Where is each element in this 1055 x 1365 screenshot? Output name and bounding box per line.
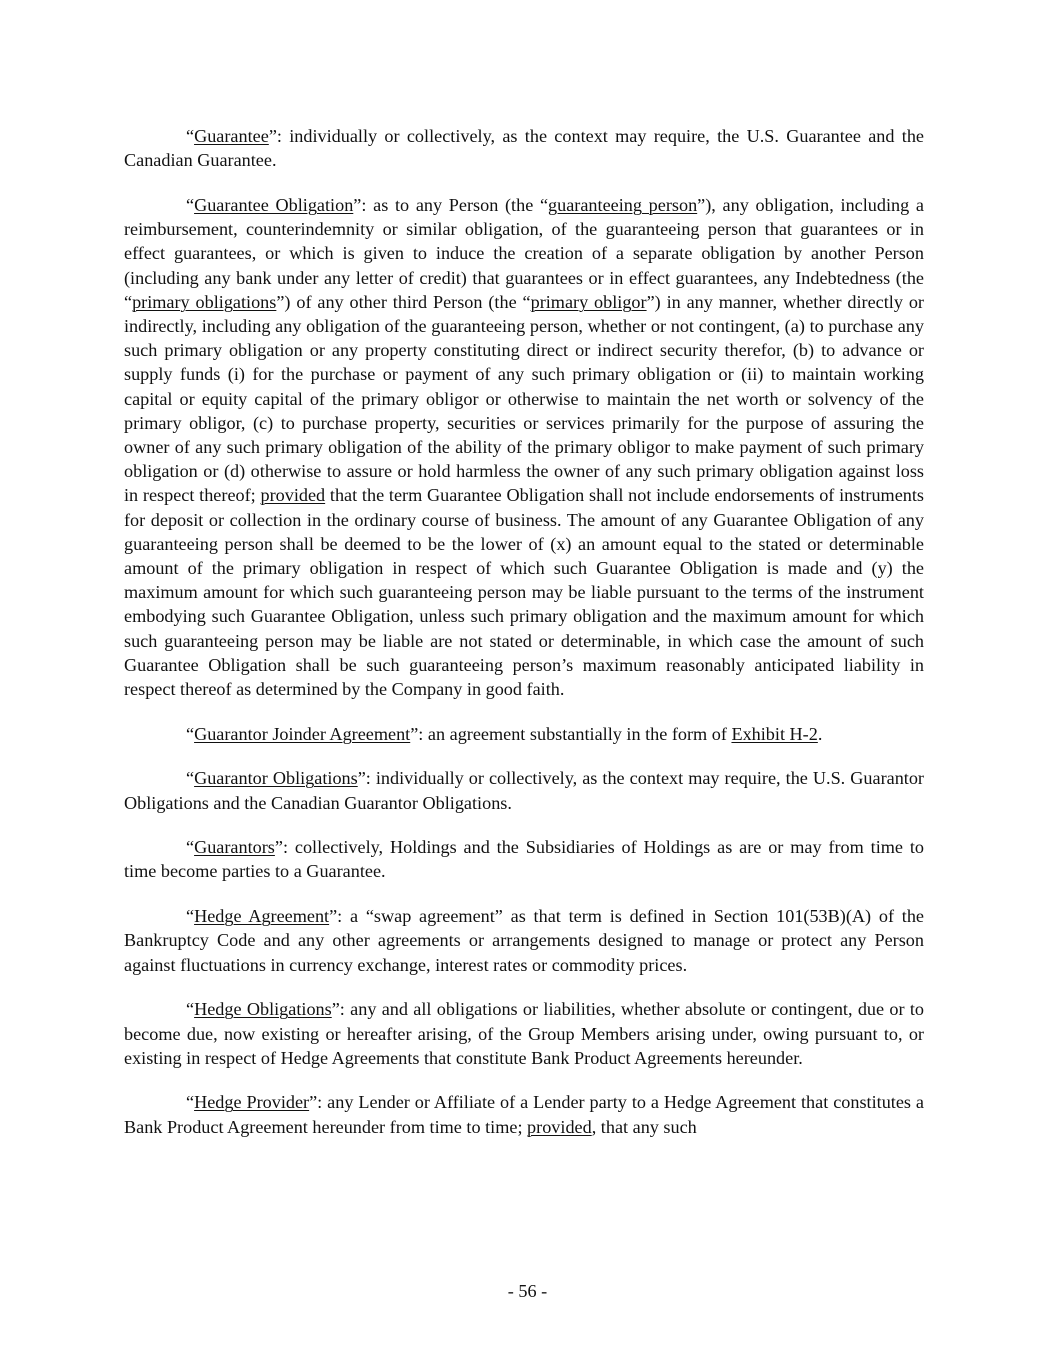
defined-term: provided [260,485,326,506]
paragraph-text: “ [186,1092,195,1113]
paragraph-text: ”: any Lender or Affiliate of a Lender party to a Hedge Agreement that constitutes a Bank Product Agreement hereunder from time to time; [124,1092,924,1137]
defined-term: provided [527,1116,592,1137]
paragraph-text: ”), any obligation, including a reimbursement, counterindemnity or similar obligation, of the guaranteeing person that guarantees or in effect guarantees, or which is given to induce the creation of a separate obligation by another Person (including any bank under any letter of credit) that guarantees or in effect guarantees, any Indebtedness (the “ [124,194,924,312]
defined-term: Hedge Agreement [194,906,330,927]
paragraph-text: “ [186,126,195,146]
page-number: - 56 - [507,1281,548,1301]
defined-term: Guarantor Joinder Agreement [194,723,411,744]
paragraph-text: ”: an agreement substantially in the form of [410,723,732,744]
definition-hedge-provider [124,1090,924,1138]
paragraph-text: . [817,723,823,744]
definition-guarantor-obligations [124,766,924,814]
paragraph-text: “ [186,768,195,789]
paragraph-text: ”: any and all obligations or liabilities, whether absolute or contingent, due or to become due, now existing or hereafter arising, of the Group Members arising under, owing pursuant to, or existing in respect of Hedge Agreements that constitute Bank Product Agreements hereunder. [124,999,924,1068]
defined-term: primary obligor [530,291,647,312]
paragraph-text: , that any such [591,1116,697,1137]
paragraph-text: “ [186,723,195,744]
defined-term: Hedge Obligations [194,999,332,1020]
definition-guarantee-obligation [124,193,924,701]
defined-term: Exhibit H-2 [731,723,818,744]
paragraph-text: ”: collectively, Holdings and the Subsidiaries of Holdings as are or may from time to time become parties to a Guarantee. [124,837,924,882]
defined-term: Guarantee Obligation [194,194,354,215]
paragraph-text: ”: individually or collectively, as the context may require, the U.S. Guarantor Obligations and the Canadian Guarantor Obligations. [124,768,924,813]
defined-term: Hedge Provider [194,1092,310,1113]
paragraph-text: ”: individually or collectively, as the context may require, the U.S. Guarantee and the Canadian Guarantee. [124,126,924,171]
definition-guarantor-joinder-agreement [124,722,924,746]
paragraph-text: ”) in any manner, whether directly or indirectly, including any obligation of the guaranteeing person, whether or not contingent, (a) to purchase any such primary obligation or any property constituting direct or indirect security therefor, (b) to advance or supply funds (i) for the purchase or payment of any such primary obligation or (ii) to maintain working capital or equity capital of the primary obligor or otherwise to maintain the net worth or solvency of the primary obligor, (c) to purchase property, securities or services primarily for the purpose of assuring the owner of any such primary obligation of the ability of the primary obligor to make payment of such primary obligation or (d) otherwise to assure or hold harmless the owner of any such primary obligation against loss in respect thereof; [124,291,924,506]
defined-term: Guarantee [194,126,269,146]
defined-term: guaranteeing person [548,194,698,215]
paragraph-text: that the term Guarantee Obligation shall not include endorsements of instruments for deposit or collection in the ordinary course of business. The amount of any Guarantee Obligation of any guaranteeing person shall be deemed to be the lower of (x) an amount equal to the stated or determinable amount of the primary obligation in respect of which such Guarantee Obligation is made and (y) the maximum amount for which such guaranteeing person may be liable pursuant to the terms of the instrument embodying such Guarantee Obligation, unless such primary obligation and the maximum amount for which such guaranteeing person may be liable are not stated or determinable, in which case the amount of such Guarantee Obligation shall be such guaranteeing person’s maximum reasonably anticipated liability in respect thereof as determined by the Company in good faith. [124,485,924,699]
paragraph-text: ”: as to any Person (the “ [353,194,549,215]
definition-guarantors [124,835,924,883]
paragraph-text: “ [186,837,195,858]
definition-hedge-agreement [124,904,924,977]
paragraph-text: ”) of any other third Person (the “ [276,291,531,312]
paragraph-text: “ [186,906,195,927]
defined-term: Guarantor Obligations [194,768,358,789]
document-page [124,124,924,1139]
defined-term: Guarantors [194,837,275,858]
paragraph-text: “ [186,999,195,1020]
definition-hedge-obligations [124,997,924,1070]
paragraph-text: “ [186,194,195,215]
paragraph-text: ”: a “swap agreement” as that term is defined in Section 101(53B)(A) of the Bankruptcy Code and any other agreements or arrangements designed to manage or protect any Person against fluctuations in currency exchange, interest rates or commodity prices. [124,906,924,975]
definition-guarantee [124,124,924,172]
defined-term: primary obligations [132,291,277,312]
